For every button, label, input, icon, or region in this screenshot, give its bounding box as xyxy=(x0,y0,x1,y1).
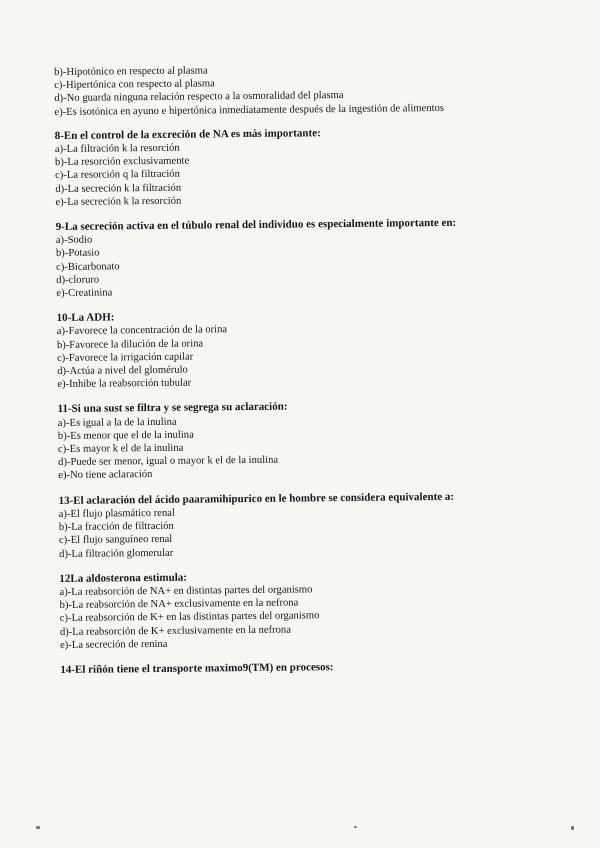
question-8-option-b: b)-La resorción exclusivamente xyxy=(54,155,190,169)
question-8-option-e: e)-La secreción k la resorción xyxy=(55,195,182,208)
exam-text xyxy=(54,61,560,677)
question-8-option-a: a)-La filtración k la resorción xyxy=(54,142,180,156)
question-9-option-e: e)-Creatinina xyxy=(56,287,113,300)
question-12-option-d: d)-La reabsorción de K+ exclusivamente en la nefrona xyxy=(59,624,291,638)
question-8-option-d: d)-La secreción k la filtración xyxy=(55,182,182,195)
question-8-title: 8-En el control de la excreción de NA es más importante: xyxy=(54,127,321,142)
question-12-option-e: e)-La secreción de renina xyxy=(60,638,168,651)
question-13-title: 13-El aclaración del ácido paaramihipurico en le hombre se considera equivalente a: xyxy=(58,490,455,507)
scan-speck xyxy=(571,826,574,830)
question-9-title: 9-La secreción activa en el túbulo renal del individuo es especialmente importante en: xyxy=(55,216,457,234)
question-9-option-a: a)-Sodio xyxy=(55,234,93,247)
question-13-option-b: b)-La fracción de filtración xyxy=(58,520,174,534)
question-10-option-e: e)-Inhibe la reabsorción tubular xyxy=(57,377,192,391)
option-e: e)-Es isotónica en ayuno e hipertónica inmediatamente después de la ingestión de alimentos xyxy=(54,102,445,118)
option-b: b)-Hipotónico en respecto al plasma xyxy=(54,65,208,78)
question-12-option-b: b)-La reabsorción de NA+ exclusivamente en la nefrona xyxy=(59,597,299,612)
option-c: c)-Hipertónica con respecto al plasma xyxy=(54,78,215,92)
option-d: d)-No guarda ninguna relación respecto a la osmoralidad del plasma xyxy=(54,90,344,105)
question-11-option-d: d)-Puede ser menor, igual o mayor k el de la inulina xyxy=(58,454,279,469)
question-13-option-c: c)-El flujo sanguíneo renal xyxy=(58,534,173,547)
question-10-option-d: d)-Actúa a nivel del glomérulo xyxy=(57,364,188,378)
question-8-option-c: c)-La resorción q la filtración xyxy=(55,169,180,182)
question-12-option-c: c)-La reabsorción de K+ en las distintas partes del organismo xyxy=(59,610,320,625)
question-11-option-e: e)-No tiene aclaración xyxy=(58,469,153,482)
question-12-title: 12La aldosterona estimula: xyxy=(59,571,187,585)
question-9-option-b: b)-Potasio xyxy=(55,247,100,260)
question-10-title: 10-La ADH: xyxy=(56,311,115,325)
question-14-title: 14-El riñón tiene el transporte maximo9(TM) en procesos: xyxy=(60,661,334,676)
question-9-option-c: c)-Bicarbonato xyxy=(56,260,120,273)
question-13-option-d: d)-La filtración glomerular xyxy=(59,547,174,560)
question-12-option-a: a)-La reabsorción de NA+ en distintas partes del organismo xyxy=(59,584,313,598)
question-11-option-a: a)-Es igual a la de la inulina xyxy=(57,416,177,429)
question-10-option-b: b)-Favorece la dilución de la orina xyxy=(56,338,204,351)
question-9-option-d: d)-cloruro xyxy=(56,274,100,286)
question-13-option-a: a)-El flujo plasmático renal xyxy=(58,507,175,520)
question-11-option-b: b)-Es menor que el de la inulina xyxy=(57,429,194,442)
scan-speck xyxy=(354,826,357,828)
question-10-option-c: c)-Favorece la irrigación capilar xyxy=(57,351,194,364)
question-11-option-c: c)-Es mayor k el de la inulina xyxy=(57,442,184,456)
question-11-title: 11-Si una sust se filtra y se segrega su aclaración: xyxy=(57,401,288,416)
question-10-option-a: a)-Favorece la concentración de la orina xyxy=(56,324,228,338)
scan-speck xyxy=(36,826,40,829)
